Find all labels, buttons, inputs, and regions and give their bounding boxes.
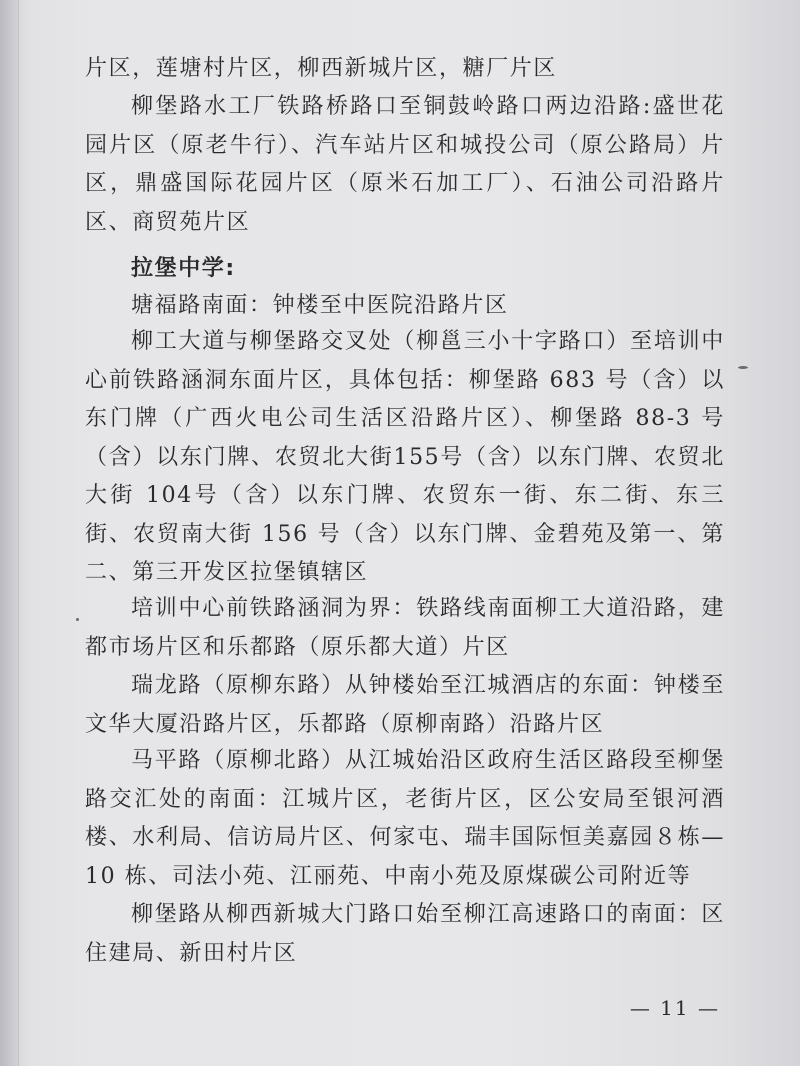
paragraph-ruilong-road: 瑞龙路（原柳东路）从钟楼始至江城酒店的东面：钟楼至文华大厦沿路片区，乐都路（原柳南路）沿路片区 (85, 673, 725, 737)
paragraph-liubao-road-waterworks: 柳堡路水工厂铁路桥路口至铜鼓岭路口两边沿路:盛世花园片区（原老牛行）、汽车站片区和城投公司（原公路局）片区，鼎盛国际花园片区（原米石加工厂）、石油公司沿路片区、商贸苑片区 (85, 94, 725, 235)
page-number: — 11 — (629, 996, 720, 1020)
paragraph-continuation: 片区，莲塘村片区，柳西新城片区，糖厂片区 (85, 56, 558, 81)
paper-speck (738, 366, 748, 369)
section-heading-labao-middle-school: 拉堡中学: (131, 256, 236, 281)
paragraph-maping-road: 马平路（原柳北路）从江城始沿区政府生活区路段至柳堡路交汇处的南面：江城片区，老街片区，区公安局至银河酒楼、水利局、信访局片区、何家屯、瑞丰国际恒美嘉园８栋—10 栋、司法小苑、江丽苑、中南小苑及原煤碳公司附近等 (85, 748, 725, 889)
paragraph-tangfu-road: 塘福路南面：钟楼至中医院沿路片区 (131, 293, 509, 318)
paragraph-liubao-road-liuxi: 柳堡路从柳西新城大门路口始至柳江高速路口的南面：区住建局、新田村片区 (85, 902, 725, 966)
paper-speck (76, 618, 79, 621)
paragraph-liugong-avenue: 柳工大道与柳堡路交叉处（柳邕三小十字路口）至培训中心前铁路涵洞东面片区，具体包括：柳堡路 683 号（含）以东门牌（广西火电公司生活区沿路片区）、柳堡路 88-3 号（含）以东门牌、农贸北大街155号（含）以东门牌、农贸北大街 104号（含）以东门牌、农贸东一街、东二街、东三街、农贸南大街 156 号（含）以东门牌、金碧苑及第一、第二、第三开发区拉堡镇辖区 (85, 329, 725, 585)
paragraph-training-center-culvert: 培训中心前铁路涵洞为界：铁路线南面柳工大道沿路，建都市场片区和乐都路（原乐都大道）片区 (85, 596, 725, 660)
